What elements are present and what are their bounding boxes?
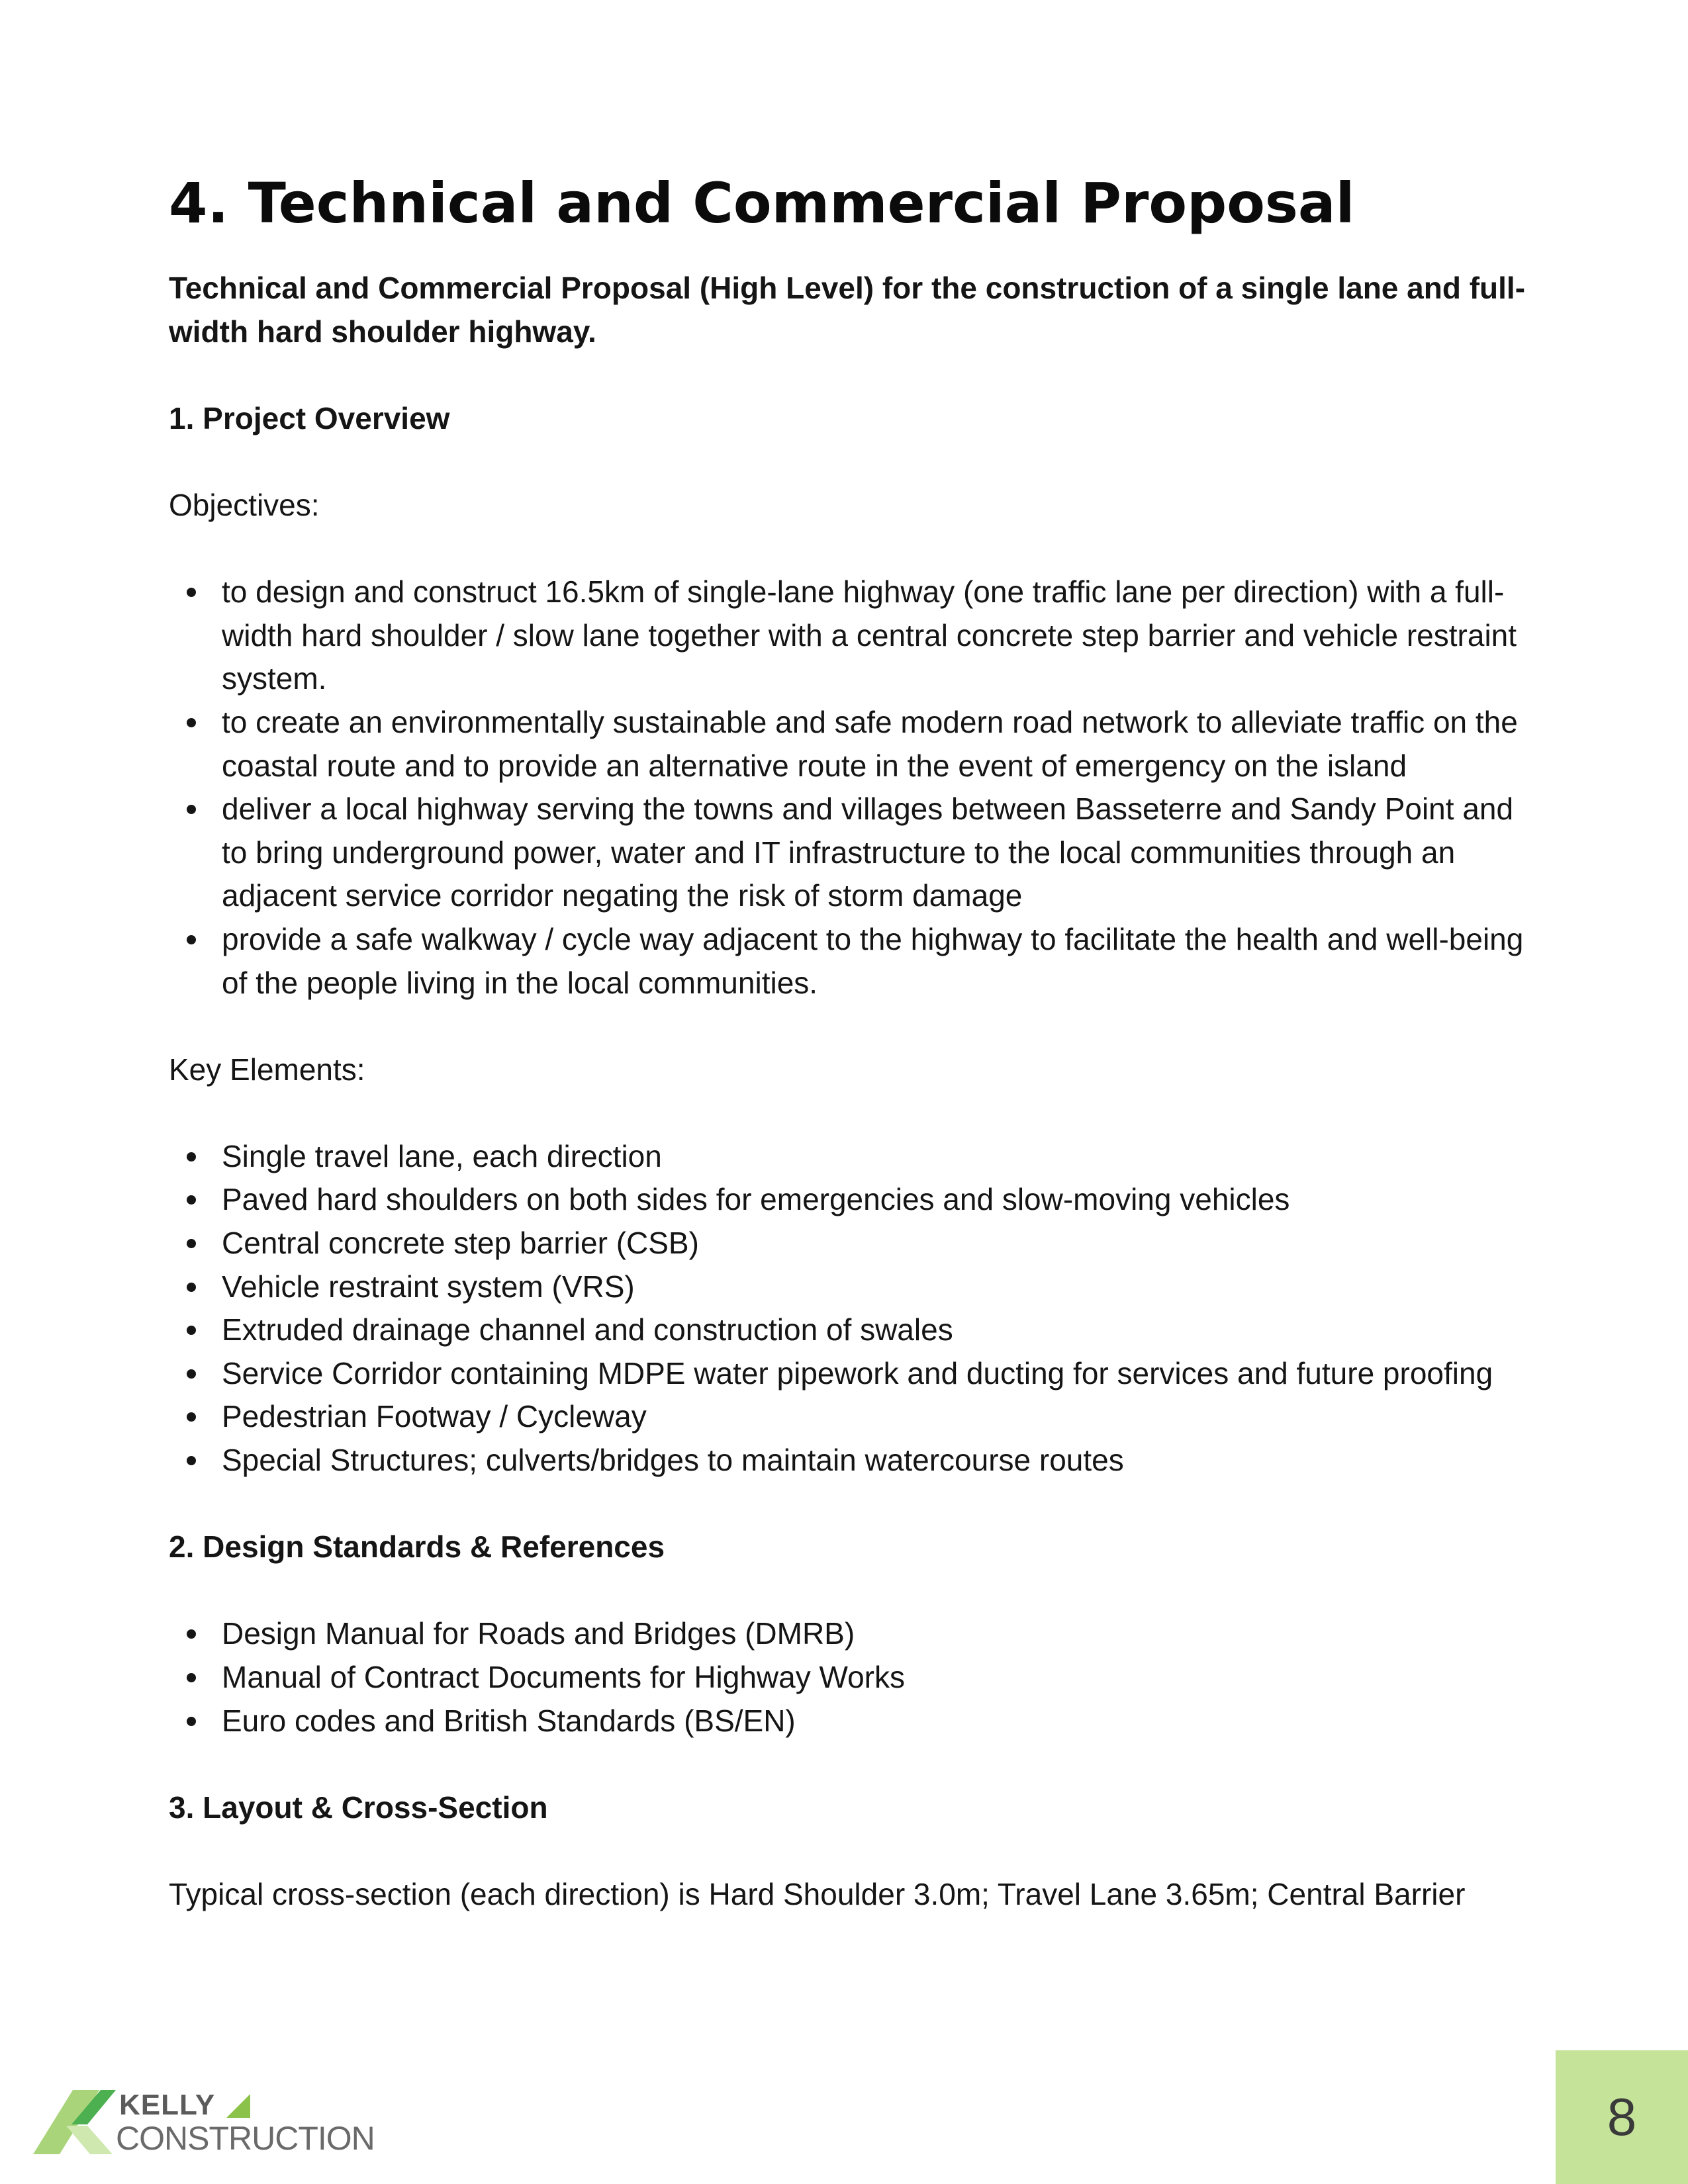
list-item: to create an environmentally sustainable and safe modern road network to alleviate traffic on the coastal route and to provide an alternative route in the event of emergency on the island — [169, 701, 1532, 788]
list-item: Design Manual for Roads and Bridges (DMRB) — [169, 1612, 1532, 1656]
company-logo — [26, 2085, 377, 2164]
list-item: Single travel lane, each direction — [169, 1135, 1532, 1179]
key-elements-list — [169, 1135, 1532, 1482]
document-body — [169, 267, 1532, 1917]
spacer — [169, 1005, 1532, 1048]
spacer — [169, 1829, 1532, 1873]
page-number-box — [1556, 2050, 1688, 2184]
list-item: Service Corridor containing MDPE water pipework and ducting for services and future proofing — [169, 1352, 1532, 1396]
list-item: provide a safe walkway / cycle way adjacent to the highway to facilitate the health and well-being of the people living in the local communities. — [169, 918, 1532, 1005]
list-item: to design and construct 16.5km of single-lane highway (one traffic lane per direction) with a full-width hard shoulder / slow lane together with a central concrete step barrier and vehicle restraint system. — [169, 570, 1532, 701]
list-item: deliver a local highway serving the towns and villages between Basseterre and Sandy Point and to bring underground power, water and IT infrastructure to the local communities through an adjacent service corridor negating the risk of storm damage — [169, 788, 1532, 918]
spacer — [169, 440, 1532, 484]
list-item: Extruded drainage channel and construction of swales — [169, 1308, 1532, 1352]
list-item: Euro codes and British Standards (BS/EN) — [169, 1700, 1532, 1743]
page-number: 8 — [1607, 2087, 1637, 2146]
k-mark-icon — [26, 2085, 119, 2158]
logo-triangle-icon — [225, 2093, 252, 2119]
section-1-heading: 1. Project Overview — [169, 400, 450, 435]
standards-list — [169, 1612, 1532, 1743]
page-title: 4. Technical and Commercial Proposal — [169, 171, 1355, 236]
list-item: Paved hard shoulders on both sides for emergencies and slow-moving vehicles — [169, 1178, 1532, 1222]
objectives-label: Objectives: — [169, 487, 320, 522]
spacer — [169, 1743, 1532, 1786]
spacer — [169, 1482, 1532, 1526]
section-3-heading: 3. Layout & Cross-Section — [169, 1790, 548, 1825]
spacer — [169, 1569, 1532, 1613]
list-item: Special Structures; culverts/bridges to maintain watercourse routes — [169, 1439, 1532, 1482]
list-item: Central concrete step barrier (CSB) — [169, 1222, 1532, 1265]
list-item: Vehicle restraint system (VRS) — [169, 1265, 1532, 1309]
spacer — [169, 527, 1532, 571]
key-elements-label: Key Elements: — [169, 1052, 365, 1087]
logo-text-construction: CONSTRUCTION — [116, 2120, 375, 2157]
intro-paragraph: Technical and Commercial Proposal (High Level) for the construction of a single lane and full-width hard shoulder highway. — [169, 271, 1526, 349]
spacer — [169, 1091, 1532, 1135]
list-item: Manual of Contract Documents for Highway Works — [169, 1656, 1532, 1700]
spacer — [169, 353, 1532, 397]
cross-section-text: Typical cross-section (each direction) is Hard Shoulder 3.0m; Travel Lane 3.65m; Central Barrier — [169, 1876, 1466, 1911]
objectives-list — [169, 570, 1532, 1005]
list-item: Pedestrian Footway / Cycleway — [169, 1395, 1532, 1439]
section-2-heading: 2. Design Standards & References — [169, 1529, 665, 1565]
logo-text-kelly: KELLY — [119, 2089, 216, 2121]
